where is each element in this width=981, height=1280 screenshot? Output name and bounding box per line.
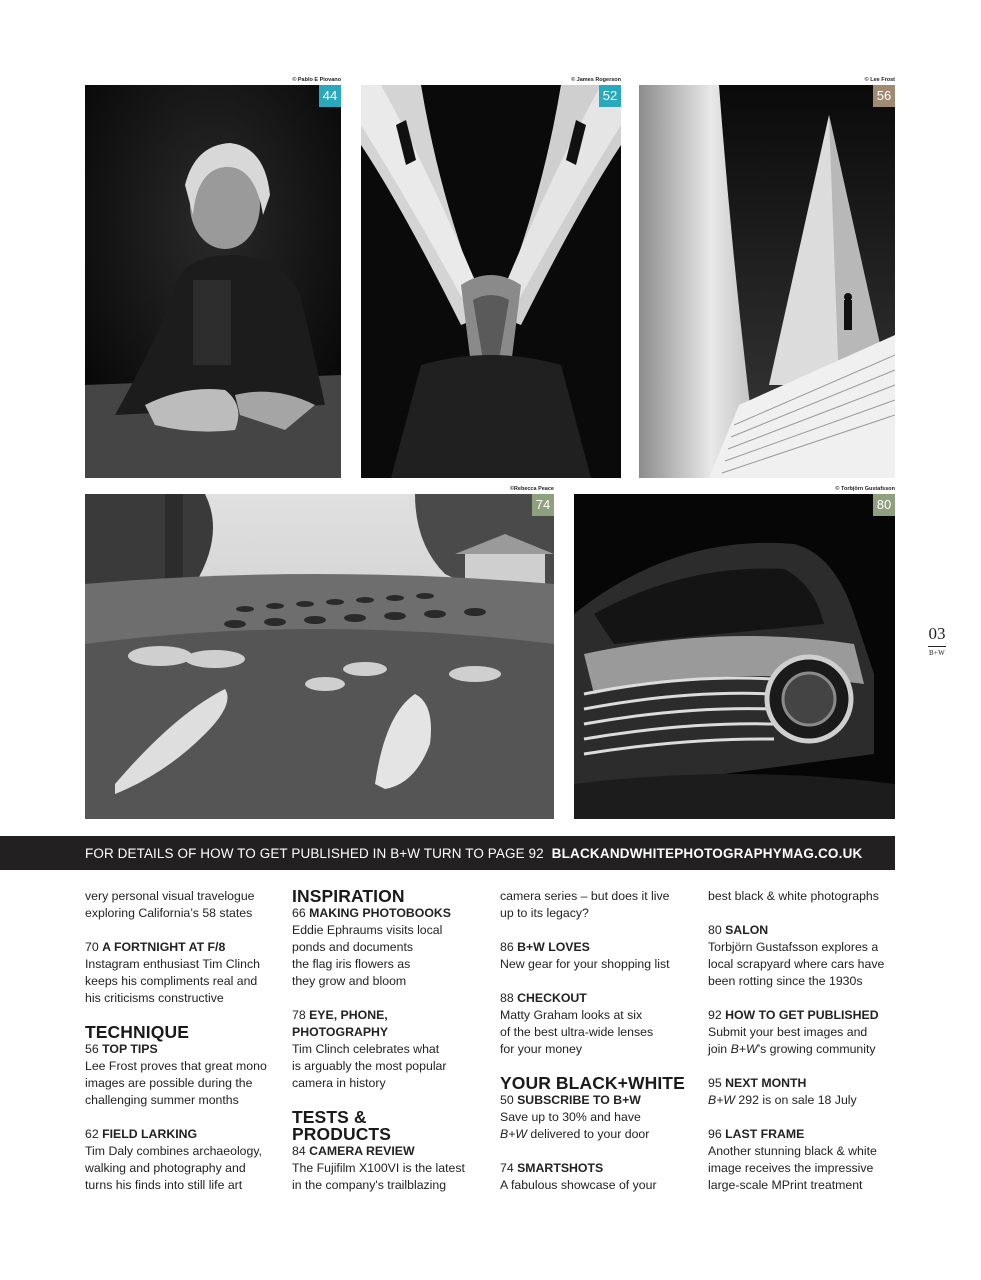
body-line: A fabulous showcase of your <box>500 1178 657 1192</box>
page-number: 03 <box>928 624 946 643</box>
body-line: very personal visual travelogue <box>85 889 255 903</box>
entry-heading: 62 FIELD LARKING <box>85 1127 198 1141</box>
contents-column-2 <box>292 888 488 1211</box>
entry-heading: 86 B+W LOVES <box>500 940 590 954</box>
body-line: images are possible during the <box>85 1076 253 1090</box>
photo-woman-portrait <box>85 85 341 478</box>
body-line: they grow and bloom <box>292 974 407 988</box>
photo-credit-44: © Pablo E Piovano <box>292 77 341 83</box>
contents-column-1 <box>85 888 281 1211</box>
section-heading-tests: TESTS & <box>292 1107 367 1127</box>
body-line: up to its legacy? <box>500 906 589 920</box>
contents-entry-62[interactable] <box>85 1126 281 1194</box>
body-line: ponds and documents <box>292 940 414 954</box>
entry-heading: 95 NEXT MONTH <box>708 1076 807 1090</box>
section-heading-inspiration: INSPIRATION <box>292 886 405 906</box>
contents-entry-96[interactable] <box>708 1126 904 1194</box>
entry-heading: 78 EYE, PHONE, <box>292 1008 388 1022</box>
entry-heading-cont: PHOTOGRAPHY <box>292 1025 389 1039</box>
bird-closeup-image <box>361 85 621 478</box>
contents-entry-80[interactable] <box>708 922 904 990</box>
body-line: Eddie Ephraums visits local <box>292 923 443 937</box>
body-line: his criticisms constructive <box>85 991 224 1005</box>
body-line: camera series – but does it live <box>500 889 670 903</box>
body-line: exploring California’s 58 states <box>85 906 253 920</box>
entry-heading: 88 CHECKOUT <box>500 991 587 1005</box>
website-link[interactable]: BLACKANDWHITEPHOTOGRAPHYMAG.CO.UK <box>551 846 863 861</box>
section-heading-products: PRODUCTS <box>292 1124 391 1144</box>
body-line: is arguably the most popular <box>292 1059 447 1073</box>
body-line: Lee Frost proves that great mono <box>85 1059 267 1073</box>
entry-heading: 70 A FORTNIGHT AT F/8 <box>85 940 226 954</box>
contents-column-4 <box>708 888 904 1211</box>
body-line: large-scale MPrint treatment <box>708 1178 863 1192</box>
entry-heading: 66 MAKING PHOTOBOOKS <box>292 906 451 920</box>
contents-entry-84[interactable] <box>292 1143 488 1194</box>
page-badge-56: 56 <box>873 85 895 107</box>
contents-entry-66[interactable] <box>292 905 488 990</box>
contents-entry-74[interactable] <box>500 1160 696 1194</box>
page-badge-44: 44 <box>319 85 341 107</box>
body-line: walking and photography and <box>85 1161 246 1175</box>
body-line: B+W 292 is on sale 18 July <box>708 1093 857 1107</box>
photo-credit-52: © James Rogerson <box>571 77 621 83</box>
body-line: Tim Clinch celebrates what <box>292 1042 440 1056</box>
entry-heading: 96 LAST FRAME <box>708 1127 805 1141</box>
contents-column-3 <box>500 888 696 1211</box>
body-line: turns his finds into still life art <box>85 1178 243 1192</box>
body-line: Save up to 30% and have <box>500 1110 641 1124</box>
page-badge-52: 52 <box>599 85 621 107</box>
body-line: Instagram enthusiast Tim Clinch <box>85 957 260 971</box>
contents-entry-92[interactable] <box>708 1007 904 1058</box>
body-line: join B+W’s growing community <box>708 1042 876 1056</box>
continued-item <box>500 888 696 922</box>
body-line: been rotting since the 1930s <box>708 974 863 988</box>
body-line: local scrapyard where cars have <box>708 957 885 971</box>
page-badge-74: 74 <box>532 494 554 516</box>
entry-heading: 84 CAMERA REVIEW <box>292 1144 415 1158</box>
folio-divider <box>928 646 946 647</box>
body-line: of the best ultra-wide lenses <box>500 1025 654 1039</box>
page-folio <box>922 625 952 657</box>
photo-shoes-on-lawn <box>85 494 554 819</box>
photo-bird-closeup <box>361 85 621 478</box>
banner-text <box>85 846 863 861</box>
contents-entry-86[interactable] <box>500 939 696 973</box>
body-line: for your money <box>500 1042 583 1056</box>
entry-heading: 56 TOP TIPS <box>85 1042 158 1056</box>
publishing-banner <box>0 836 895 870</box>
banner-message: FOR DETAILS OF HOW TO GET PUBLISHED IN B+W TURN TO PAGE 92 <box>85 846 544 861</box>
contents-entry-50[interactable] <box>500 1092 696 1143</box>
body-line: Tim Daly combines archaeology, <box>85 1144 263 1158</box>
contents-entry-95[interactable] <box>708 1075 904 1109</box>
body-line: image receives the impressive <box>708 1161 874 1175</box>
entry-heading: 74 SMARTSHOTS <box>500 1161 604 1175</box>
body-line: camera in history <box>292 1076 386 1090</box>
section-heading-technique: TECHNIQUE <box>85 1022 189 1042</box>
body-line: Torbjörn Gustafsson explores a <box>708 940 879 954</box>
rusted-car-image <box>574 494 895 819</box>
body-line: Submit your best images and <box>708 1025 868 1039</box>
magazine-mark: B+W <box>928 649 946 657</box>
body-line: best black & white photographs <box>708 889 879 903</box>
body-line: New gear for your shopping list <box>500 957 670 971</box>
photo-credit-80: © Torbjörn Gustafsson <box>835 486 895 492</box>
photo-architecture-cone <box>639 85 895 478</box>
woman-portrait-image <box>85 85 341 478</box>
architecture-cone-image <box>639 85 895 478</box>
continued-item <box>708 888 904 905</box>
continued-item <box>85 888 281 922</box>
photo-credit-74: ©Rebecca Peace <box>509 486 554 492</box>
contents-entry-70[interactable] <box>85 939 281 1007</box>
photo-rusted-car <box>574 494 895 819</box>
body-line: the flag iris flowers as <box>292 957 411 971</box>
body-line: Matty Graham looks at six <box>500 1008 643 1022</box>
contents-entry-78[interactable] <box>292 1007 488 1092</box>
body-line: challenging summer months <box>85 1093 239 1107</box>
entry-heading: 92 HOW TO GET PUBLISHED <box>708 1008 879 1022</box>
section-heading-your-black-white: YOUR BLACK+WHITE <box>500 1073 685 1093</box>
body-line: The Fujifilm X100VI is the latest <box>292 1161 465 1175</box>
contents-entry-56[interactable] <box>85 1041 281 1109</box>
body-line: keeps his compliments real and <box>85 974 258 988</box>
page-badge-80: 80 <box>873 494 895 516</box>
body-line: in the company's trailblazing <box>292 1178 447 1192</box>
photo-credit-56: © Lee Frost <box>864 77 895 83</box>
shoes-on-lawn-image <box>85 494 554 819</box>
entry-heading: 50 SUBSCRIBE TO B+W <box>500 1093 641 1107</box>
contents-entry-88[interactable] <box>500 990 696 1058</box>
entry-heading: 80 SALON <box>708 923 769 937</box>
body-line: Another stunning black & white <box>708 1144 877 1158</box>
body-line: B+W delivered to your door <box>500 1127 650 1141</box>
